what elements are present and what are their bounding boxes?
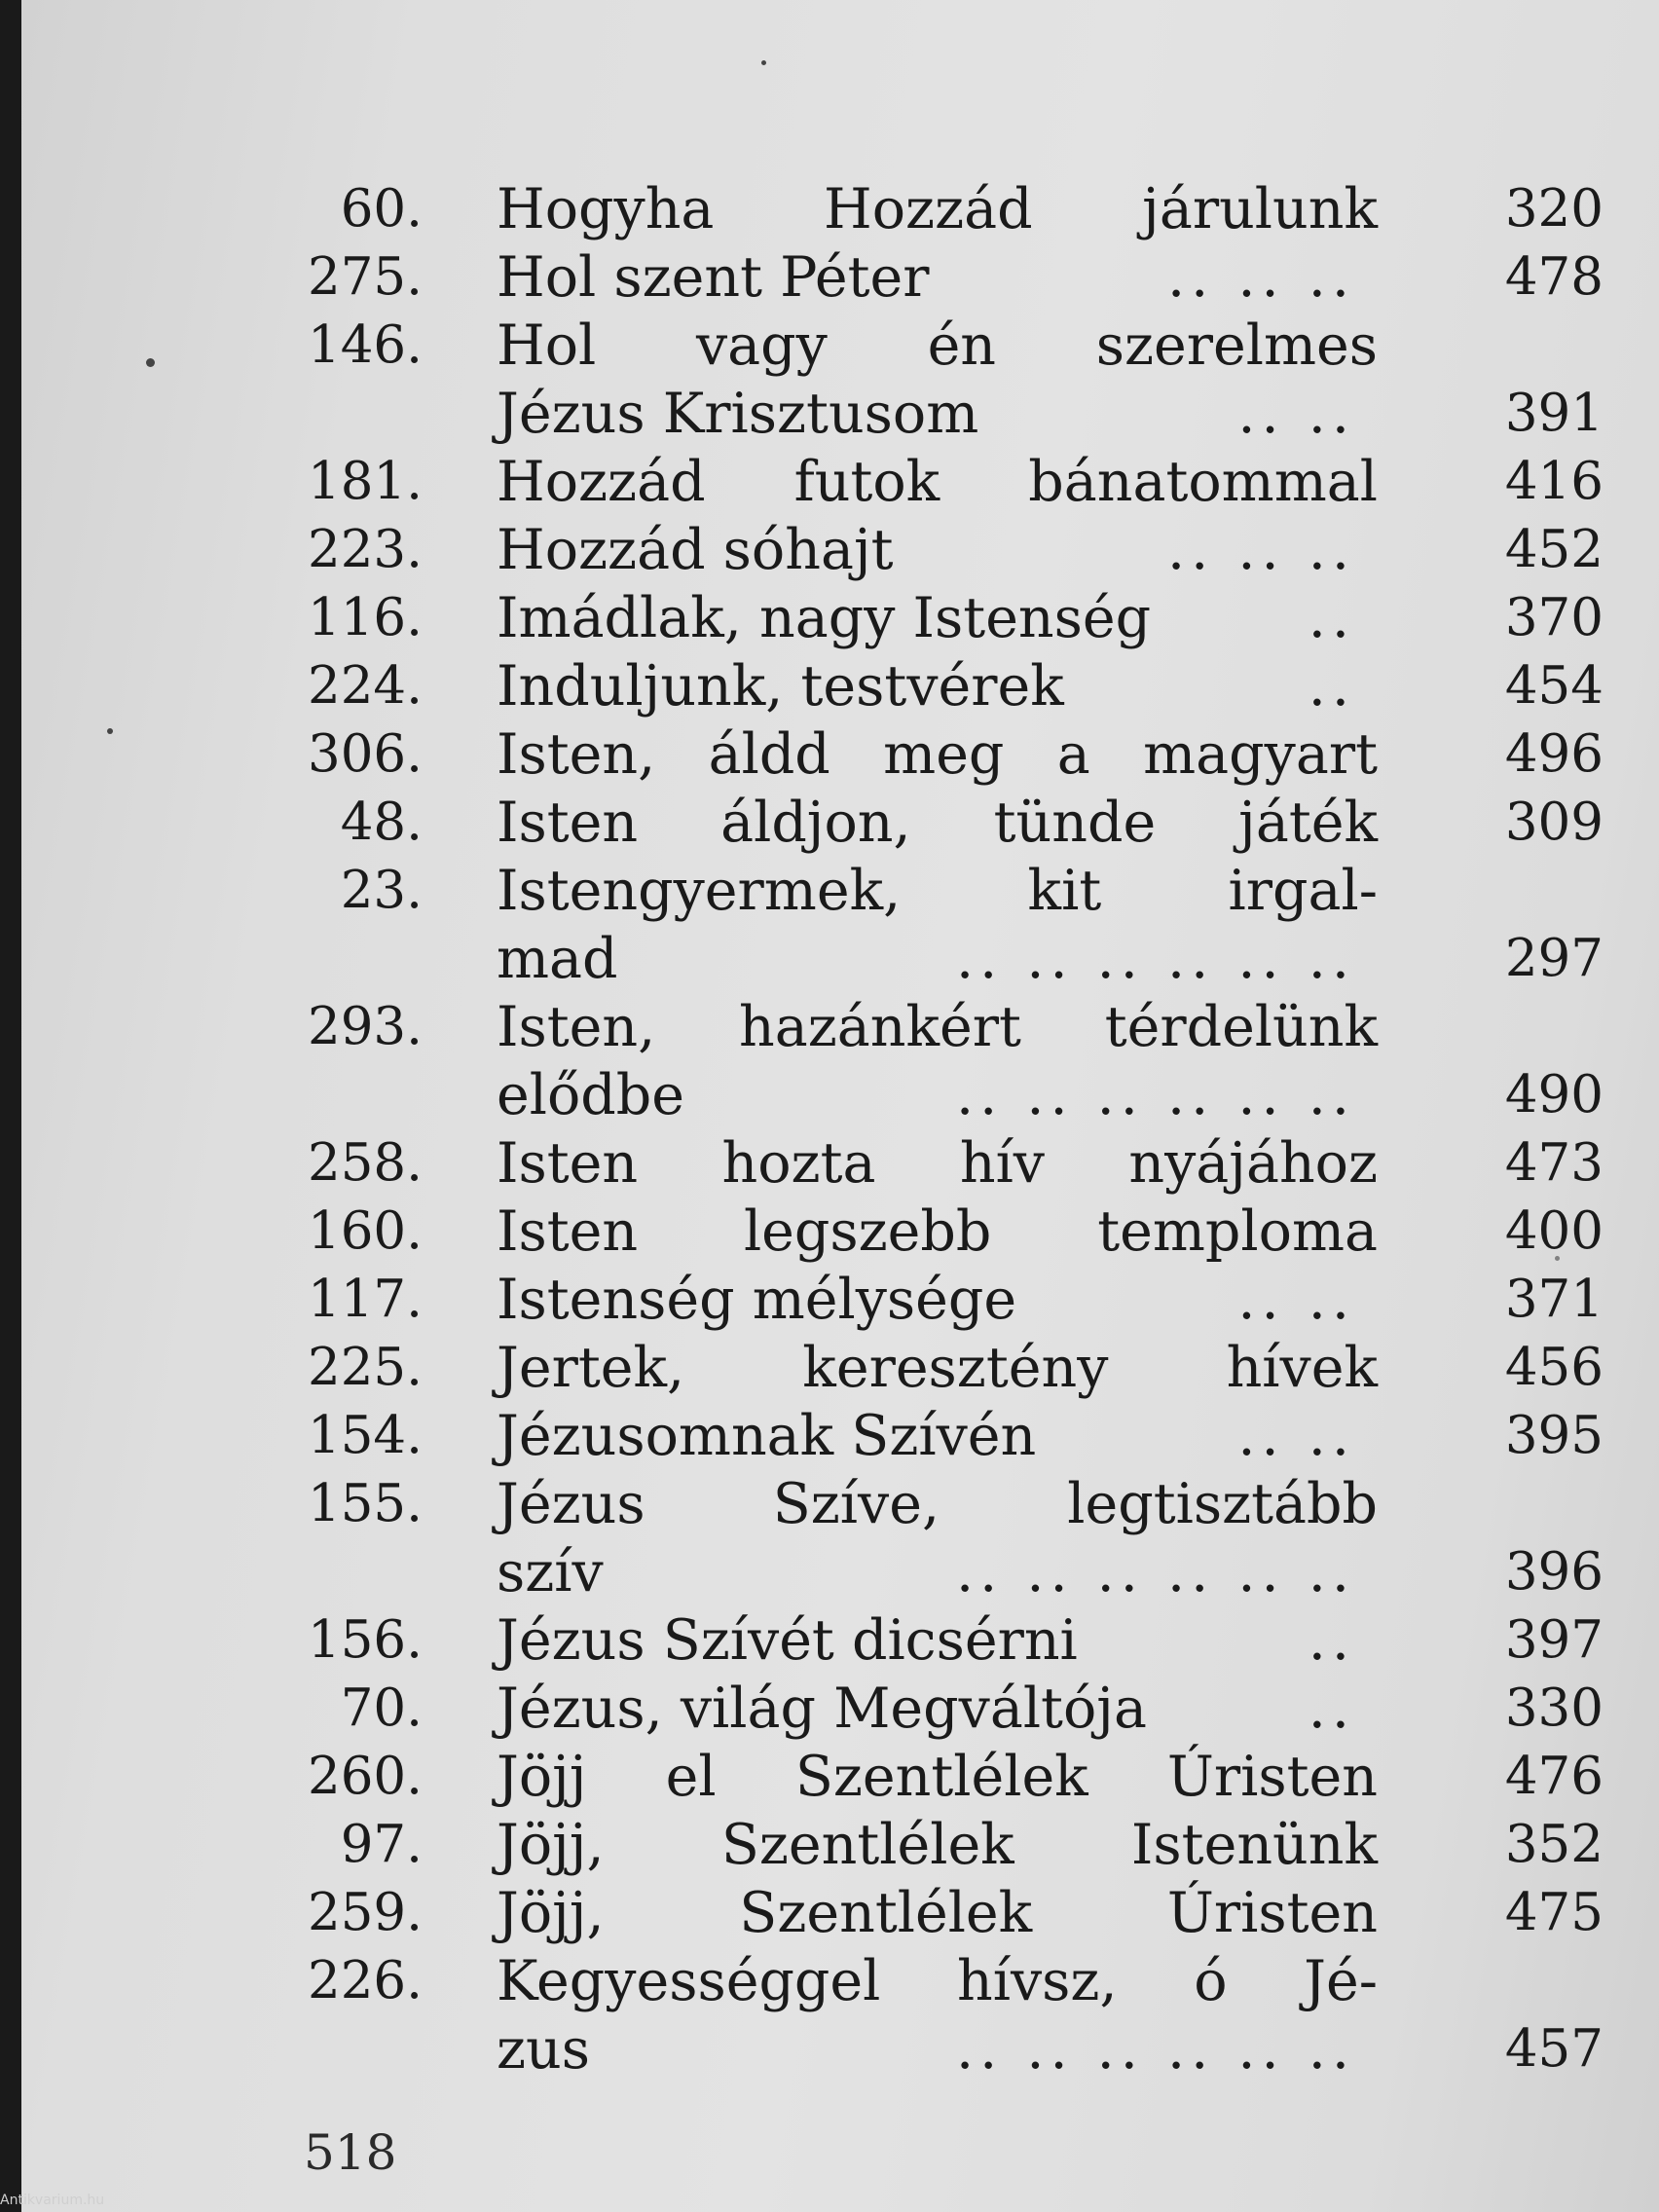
page-reference: 416 <box>1504 452 1604 511</box>
entry-line <box>21 1947 1659 2015</box>
song-title-line: Jöjj, Szentlélek Istenünk <box>497 1813 1378 1877</box>
entry-line <box>21 652 1659 720</box>
song-title-line: Jézus Szíve, legtisztább <box>497 1472 1378 1536</box>
leader-dots: .. .. <box>1237 1404 1355 1468</box>
entry-line <box>21 1198 1659 1266</box>
page-reference: 400 <box>1504 1201 1604 1261</box>
leader-dots: .. <box>1308 1677 1355 1741</box>
index-entry <box>21 1334 1659 1402</box>
ink-speck <box>761 60 766 65</box>
song-number: 116. <box>307 588 423 647</box>
index-entry <box>21 1606 1659 1675</box>
index-entry <box>21 312 1659 448</box>
song-index-list <box>21 175 1659 2083</box>
song-number: 260. <box>307 1747 423 1806</box>
entry-line <box>21 243 1659 312</box>
song-title-line: mad <box>497 927 618 991</box>
index-entry <box>21 1198 1659 1266</box>
song-number: 146. <box>307 315 423 375</box>
song-number: 275. <box>307 247 423 307</box>
song-title-line: szív <box>497 1540 604 1604</box>
leader-dots: .. <box>1308 654 1355 719</box>
index-entry <box>21 1266 1659 1334</box>
index-entry <box>21 1470 1659 1606</box>
entry-line <box>21 925 1659 993</box>
song-title-line: Hogyha Hozzád járulunk <box>497 177 1378 241</box>
song-number: 259. <box>307 1883 423 1942</box>
page-reference: 397 <box>1504 1610 1604 1670</box>
song-number: 156. <box>307 1610 423 1670</box>
page-reference: 476 <box>1504 1747 1604 1806</box>
page-reference: 396 <box>1504 1542 1604 1602</box>
index-entry <box>21 857 1659 993</box>
entry-line <box>21 1334 1659 1402</box>
song-title-line: Induljunk, testvérek <box>497 654 1064 719</box>
page-reference: 371 <box>1504 1270 1604 1329</box>
song-title-line: Jézus Szívét dicsérni <box>497 1608 1078 1673</box>
song-number: 23. <box>340 861 423 920</box>
song-title-line: Jöjj, Szentlélek Úristen <box>497 1881 1378 1945</box>
song-number: 223. <box>307 520 423 579</box>
song-title-line: Hozzád sóhajt <box>497 518 894 582</box>
index-entry <box>21 720 1659 789</box>
index-entry <box>21 175 1659 243</box>
song-number: 160. <box>307 1201 423 1261</box>
entry-line <box>21 789 1659 857</box>
index-entry <box>21 1879 1659 1947</box>
index-entry <box>21 1129 1659 1198</box>
entry-line <box>21 1743 1659 1811</box>
page-reference: 330 <box>1504 1678 1604 1738</box>
entry-line <box>21 720 1659 789</box>
entry-line <box>21 175 1659 243</box>
entry-line <box>21 1061 1659 1129</box>
leader-dots: .. .. .. .. .. .. <box>955 927 1355 991</box>
page-reference: 452 <box>1504 520 1604 579</box>
song-title-line: Kegyességgel hívsz, ó Jé- <box>497 1949 1378 2013</box>
page-reference: 496 <box>1504 724 1604 784</box>
song-title-line: Isten, hazánkért térdelünk <box>497 995 1378 1059</box>
song-number: 258. <box>307 1133 423 1193</box>
page-reference: 478 <box>1504 247 1604 307</box>
song-number: 117. <box>307 1270 423 1329</box>
entry-line <box>21 1811 1659 1879</box>
leader-dots: .. .. .. .. .. .. <box>955 1063 1355 1127</box>
song-number: 226. <box>307 1951 423 2010</box>
index-entry <box>21 1811 1659 1879</box>
page-reference: 457 <box>1504 2019 1604 2079</box>
entry-line <box>21 1402 1659 1470</box>
page-reference: 456 <box>1504 1338 1604 1397</box>
entry-line <box>21 857 1659 925</box>
entry-line <box>21 448 1659 516</box>
index-entry <box>21 1947 1659 2083</box>
leader-dots: .. .. .. .. .. .. <box>955 2017 1355 2082</box>
song-number: 70. <box>340 1678 423 1738</box>
song-title-line: Istenség mélysége <box>497 1268 1017 1332</box>
song-title-line: Jézus, világ Megváltója <box>497 1677 1147 1741</box>
index-entry <box>21 1743 1659 1811</box>
song-number: 97. <box>340 1815 423 1874</box>
entry-line <box>21 1538 1659 1606</box>
entry-line <box>21 1266 1659 1334</box>
leader-dots: .. <box>1308 1608 1355 1673</box>
index-entry <box>21 243 1659 312</box>
song-number: 224. <box>307 656 423 716</box>
index-entry <box>21 584 1659 652</box>
leader-dots: .. .. .. .. .. .. <box>955 1540 1355 1604</box>
index-entry <box>21 652 1659 720</box>
song-title-line: Imádlak, nagy Istenség <box>497 586 1152 650</box>
page-reference: 320 <box>1504 179 1604 239</box>
song-title-line: Istengyermek, kit irgal- <box>497 859 1378 923</box>
page-reference: 370 <box>1504 588 1604 647</box>
song-title-line: Jézusomnak Szívén <box>497 1404 1037 1468</box>
song-title-line: Hol szent Péter <box>497 245 930 310</box>
entry-line <box>21 2015 1659 2083</box>
page-reference: 309 <box>1504 793 1604 852</box>
leader-dots: .. .. .. <box>1167 245 1355 310</box>
index-entry <box>21 993 1659 1129</box>
page-reference: 352 <box>1504 1815 1604 1874</box>
page-reference: 475 <box>1504 1883 1604 1942</box>
page-reference: 454 <box>1504 656 1604 716</box>
entry-line <box>21 1606 1659 1675</box>
song-title-line: elődbe <box>497 1063 684 1127</box>
entry-line <box>21 584 1659 652</box>
song-title-line: Isten legszebb temploma <box>497 1199 1378 1264</box>
index-entry <box>21 516 1659 584</box>
page-reference: 473 <box>1504 1133 1604 1193</box>
song-title-line: Jertek, keresztény hívek <box>497 1336 1378 1400</box>
song-title-line: Jézus Krisztusom <box>497 382 979 446</box>
watermark: Antikvarium.hu <box>0 2193 105 2208</box>
entry-line <box>21 993 1659 1061</box>
song-title-line: Isten hozta hív nyájához <box>497 1131 1378 1196</box>
entry-line <box>21 380 1659 448</box>
song-number: 181. <box>307 452 423 511</box>
page-reference: 297 <box>1504 929 1604 988</box>
page-reference: 490 <box>1504 1065 1604 1124</box>
leader-dots: .. <box>1308 586 1355 650</box>
index-entry <box>21 448 1659 516</box>
leader-dots: .. .. .. <box>1167 518 1355 582</box>
song-title-line: Isten áldjon, tünde játék <box>497 791 1378 855</box>
song-number: 155. <box>307 1474 423 1533</box>
index-entry <box>21 1675 1659 1743</box>
song-title-line: Jöjj el Szentlélek Úristen <box>497 1745 1378 1809</box>
leader-dots: .. .. <box>1237 382 1355 446</box>
song-title-line: Hol vagy én szerelmes <box>497 313 1378 378</box>
entry-line <box>21 312 1659 380</box>
index-entry <box>21 1402 1659 1470</box>
song-title-line: Hozzád futok bánatommal <box>497 450 1378 514</box>
song-number: 225. <box>307 1338 423 1397</box>
entry-line <box>21 1470 1659 1538</box>
entry-line <box>21 1129 1659 1198</box>
song-number: 48. <box>340 793 423 852</box>
song-number: 306. <box>307 724 423 784</box>
page-reference: 391 <box>1504 384 1604 443</box>
index-entry <box>21 789 1659 857</box>
song-title-line: zus <box>497 2017 590 2082</box>
entry-line <box>21 516 1659 584</box>
song-number: 154. <box>307 1406 423 1465</box>
page-number: 518 <box>304 2124 397 2181</box>
entry-line <box>21 1675 1659 1743</box>
song-number: 293. <box>307 997 423 1056</box>
leader-dots: .. .. <box>1237 1268 1355 1332</box>
song-title-line: Isten, áldd meg a magyart <box>497 722 1378 787</box>
book-page <box>21 0 1659 2212</box>
page-reference: 395 <box>1504 1406 1604 1465</box>
entry-line <box>21 1879 1659 1947</box>
song-number: 60. <box>340 179 423 239</box>
